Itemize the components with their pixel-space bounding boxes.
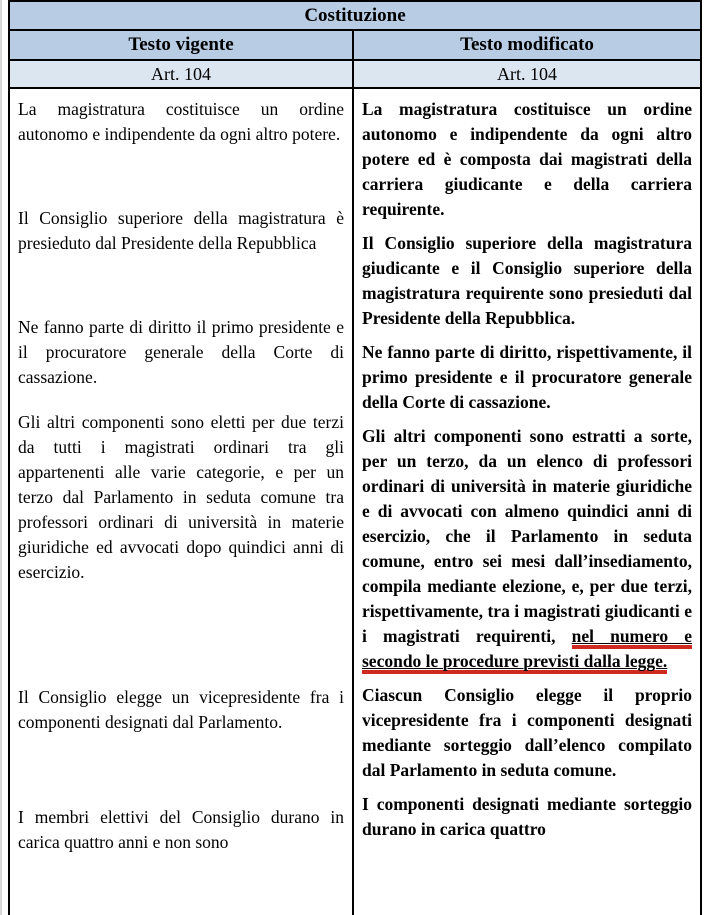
article-left: [10, 61, 354, 87]
modified-text-paragraph-5: Ciascun Consiglio elegge il proprio vicepresidente fra i componenti designati mediante sorteggio dall’elenco compilato dal Parlamento in seduta comune.: [362, 685, 692, 780]
scan-page-edge: [0, 0, 2, 915]
modified-text-paragraph-2: Il Consiglio superiore della magistratura giudicante e il Consiglio superiore della magistratura requirente sono presieduti dal Presidente della Repubblica.: [362, 233, 692, 328]
column-header-row: [10, 31, 700, 61]
modified-text-paragraph-6: I componenti designati mediante sorteggio durano in carica quattro: [362, 794, 692, 839]
modified-text-paragraph-3: Ne fanno parte di diritto, rispettivamente, il primo presidente e il procuratore generale della Corte di cassazione.: [362, 342, 692, 412]
column-header-left: [10, 31, 354, 59]
article-row: [10, 61, 700, 89]
comparison-table: [8, 0, 702, 915]
modified-text-column: [354, 89, 700, 915]
table-title: Costituzione: [304, 4, 406, 26]
modified-text-paragraph-4-body: Gli altri componenti sono estratti a sorte, per un terzo, da un elenco di professori ordinari di università in materie giuridiche e di avvocati con almeno quindici anni di esercizio, che il Parlamento in seduta comune, entro sei mesi dall’insediamento, compila mediante elezione, e, per due terzi, rispettivamente, tra i magistrati giudicanti e i magistrati requirenti,: [362, 426, 692, 646]
article-right-label: Art. 104: [497, 63, 557, 84]
modified-text-paragraph-4: [362, 424, 692, 674]
column-header-left-label: Testo vigente: [128, 34, 234, 55]
current-text-paragraph-1: La magistratura costituisce un ordine autonomo e indipendente da ogni altro potere.: [18, 99, 344, 144]
article-left-label: Art. 104: [151, 63, 211, 84]
current-text-paragraph-6: I membri elettivi del Consiglio durano in carica quattro anni e non sono: [18, 807, 344, 852]
current-text-paragraph-2: Il Consiglio superiore della magistratura è presieduto dal Presidente della Repubblica: [18, 208, 344, 253]
column-header-right-label: Testo modificato: [460, 34, 594, 55]
modified-text-paragraph-1: La magistratura costituisce un ordine autonomo e indipendente da ogni altro potere ed è composta dai magistrati della carriera giudicante e della carriera requirente.: [362, 99, 692, 219]
table-title-row: [10, 2, 700, 31]
current-text-paragraph-5: Il Consiglio elegge un vicepresidente fra i componenti designati dal Parlamento.: [18, 687, 344, 732]
red-underlined-phrase: nel numero e secondo le procedure previsti dalla legge.: [362, 626, 692, 674]
body-row: [10, 89, 700, 915]
current-text-column: [10, 89, 354, 915]
current-text-paragraph-3: Ne fanno parte di diritto il primo presidente e il procuratore generale della Corte di cassazione.: [18, 317, 344, 387]
current-text-paragraph-4: Gli altri componenti sono eletti per due terzi da tutti i magistrati ordinari tra gli appartenenti alle varie categorie, e per un terzo dal Parlamento in seduta comune tra professori ordinari di università in materie giuridiche ed avvocati dopo quindici anni di esercizio.: [18, 412, 344, 582]
article-right: [354, 61, 700, 87]
column-header-right: [354, 31, 700, 59]
